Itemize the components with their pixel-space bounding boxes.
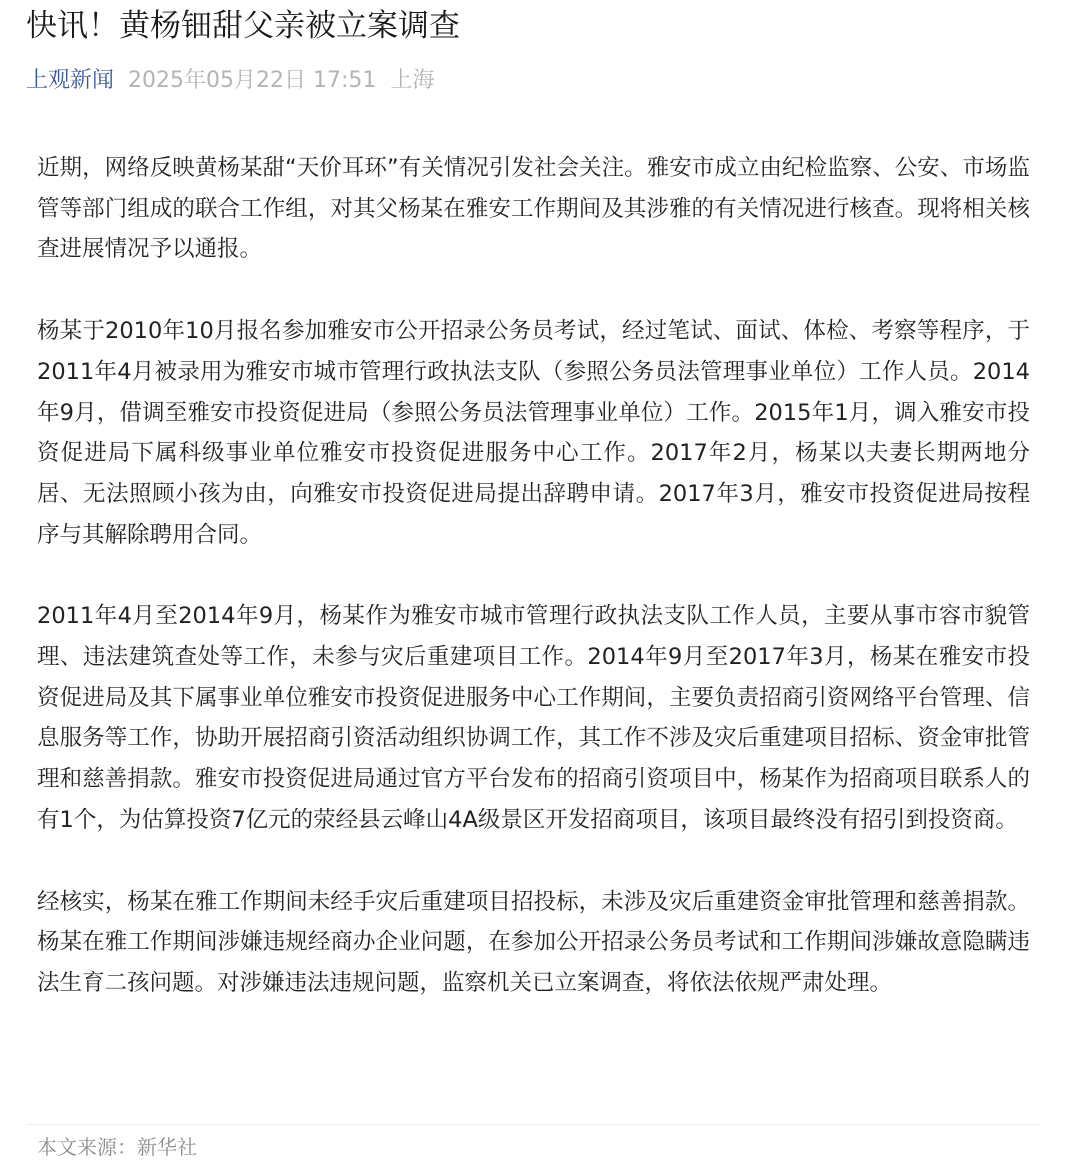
paragraph-2: 杨某于2010年10月报名参加雅安市公开招录公务员考试，经过笔试、面试、体检、考察等程序，于2011年4月被录用为雅安市城市管理行政执法支队（参照公务员法管理事业单位）工作人员。2014年9月，借调至雅安市投资促进局（参照公务员法管理事业单位）工作。2015年1月，调入雅安市投资促进局下属科级事业单位雅安市投资促进服务中心工作。2017年2月，杨某以夫妻长期两地分居、无法照顾小孩为由，向雅安市投资促进局提出辞聘申请。2017年3月，雅安市投资促进局按程序与其解除聘用合同。 <box>37 318 1030 548</box>
footer-divider <box>26 1124 1040 1125</box>
article-meta <box>26 64 434 98</box>
source-link[interactable]: 上观新闻 <box>26 68 115 93</box>
article-source-credit: 本文来源：新华社 <box>37 1135 197 1159</box>
article-title: 快讯！黄杨钿甜父亲被立案调查 <box>26 8 460 44</box>
paragraph-3: 2011年4月至2014年9月，杨某作为雅安市城市管理行政执法支队工作人员，主要从事市容市貌管理、违法建筑查处等工作，未参与灾后重建项目工作。2014年9月至2017年3月，杨某在雅安市投资促进局及其下属事业单位雅安市投资促进服务中心工作期间，主要负责招商引资网络平台管理、信息服务等工作，协助开展招商引资活动组织协调工作，其工作不涉及灾后重建项目招标、资金审批管理和慈善捐款。雅安市投资促进局通过官方平台发布的招商引资项目中，杨某作为招商项目联系人的有1个，为估算投资7亿元的荥经县云峰山4A级景区开发招商项目，该项目最终没有招引到投资商。 <box>37 603 1030 833</box>
publish-location: 上海 <box>390 68 435 93</box>
paragraph-4: 经核实，杨某在雅工作期间未经手灾后重建项目招投标，未涉及灾后重建资金审批管理和慈善捐款。杨某在雅工作期间涉嫌违规经商办企业问题，在参加公开招录公务员考试和工作期间涉嫌故意隐瞒违法生育二孩问题。对涉嫌违法违规问题，监察机关已立案调查，将依法依规严肃处理。 <box>37 888 1030 996</box>
publish-datetime: 2025年05月22日 17:51 <box>128 68 377 93</box>
article-body <box>37 148 1030 1045</box>
paragraph-1: 近期，网络反映黄杨某甜“天价耳环”有关情况引发社会关注。雅安市成立由纪检监察、公安、市场监管等部门组成的联合工作组，对其父杨某在雅安工作期间及其涉雅的有关情况进行核查。现将相关核查进展情况予以通报。 <box>37 155 1030 263</box>
